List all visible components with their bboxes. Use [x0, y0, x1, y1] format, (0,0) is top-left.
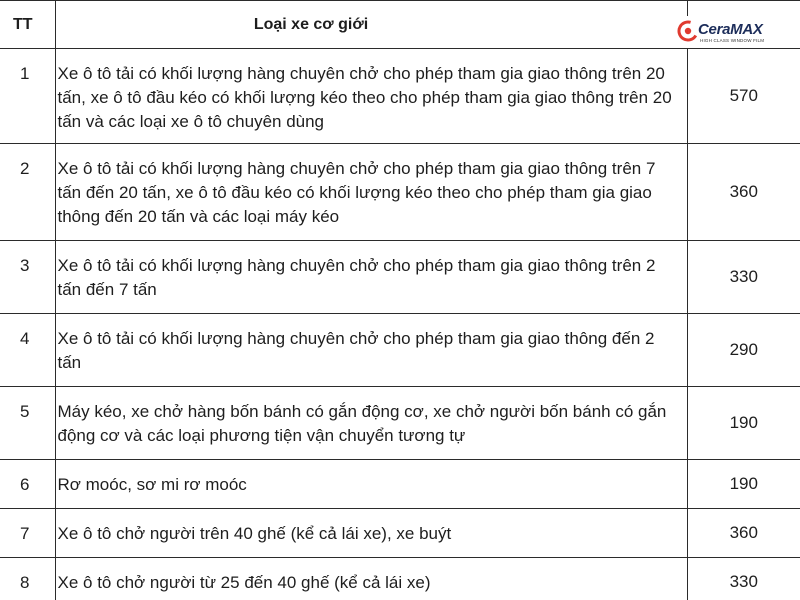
table-row — [0, 509, 800, 558]
row-value: 360 — [687, 144, 800, 241]
table-row — [0, 241, 800, 314]
row-value: 190 — [687, 460, 800, 509]
table-row — [0, 314, 800, 387]
row-number: 7 — [0, 509, 55, 558]
row-description: Xe ô tô tải có khối lượng hàng chuyên chở cho phép tham gia giao thông trên 20 tấn, xe ô tô đầu kéo có khối lượng kéo theo cho phép tham gia giao thông trên 20 tấn và các loại xe ô tô chuyên dùng — [55, 49, 687, 144]
row-description: Xe ô tô tải có khối lượng hàng chuyên chở cho phép tham gia giao thông trên 7 tấn đến 20 tấn, xe ô tô đầu kéo có khối lượng kéo theo cho phép tham gia giao thông đến 20 tấn và các loại máy kéo — [55, 144, 687, 241]
ceramax-logo — [676, 16, 776, 48]
row-number: 2 — [0, 144, 55, 241]
logo-tagline: HIGH CLASS WINDOW FILM — [700, 38, 765, 43]
row-number: 6 — [0, 460, 55, 509]
row-number: 1 — [0, 49, 55, 144]
ceramax-logo-mark-icon — [677, 20, 699, 42]
row-description: Xe ô tô chở người từ 25 đến 40 ghế (kể cả lái xe) — [55, 558, 687, 600]
logo-brand: CeraMAX — [698, 21, 763, 38]
row-value: 570 — [687, 49, 800, 144]
row-value: 190 — [687, 387, 800, 460]
header-tt: TT — [0, 1, 55, 49]
table-row — [0, 387, 800, 460]
row-value: 330 — [687, 241, 800, 314]
row-description: Xe ô tô tải có khối lượng hàng chuyên chở cho phép tham gia giao thông trên 2 tấn đến 7 tấn — [55, 241, 687, 314]
row-description: Máy kéo, xe chở hàng bốn bánh có gắn động cơ, xe chở người bốn bánh có gắn động cơ và các loại phương tiện vận chuyển tương tự — [55, 387, 687, 460]
table-row — [0, 49, 800, 144]
table-row — [0, 144, 800, 241]
row-number: 4 — [0, 314, 55, 387]
row-description: Xe ô tô chở người trên 40 ghế (kể cả lái xe), xe buýt — [55, 509, 687, 558]
table-row — [0, 460, 800, 509]
row-description: Rơ moóc, sơ mi rơ moóc — [55, 460, 687, 509]
row-description: Xe ô tô tải có khối lượng hàng chuyên chở cho phép tham gia giao thông đến 2 tấn — [55, 314, 687, 387]
row-value: 290 — [687, 314, 800, 387]
row-value: 360 — [687, 509, 800, 558]
header-vehicle-type: Loại xe cơ giới — [55, 1, 687, 49]
table-row — [0, 558, 800, 600]
row-number: 8 — [0, 558, 55, 600]
row-value: 330 — [687, 558, 800, 600]
row-number: 3 — [0, 241, 55, 314]
row-number: 5 — [0, 387, 55, 460]
